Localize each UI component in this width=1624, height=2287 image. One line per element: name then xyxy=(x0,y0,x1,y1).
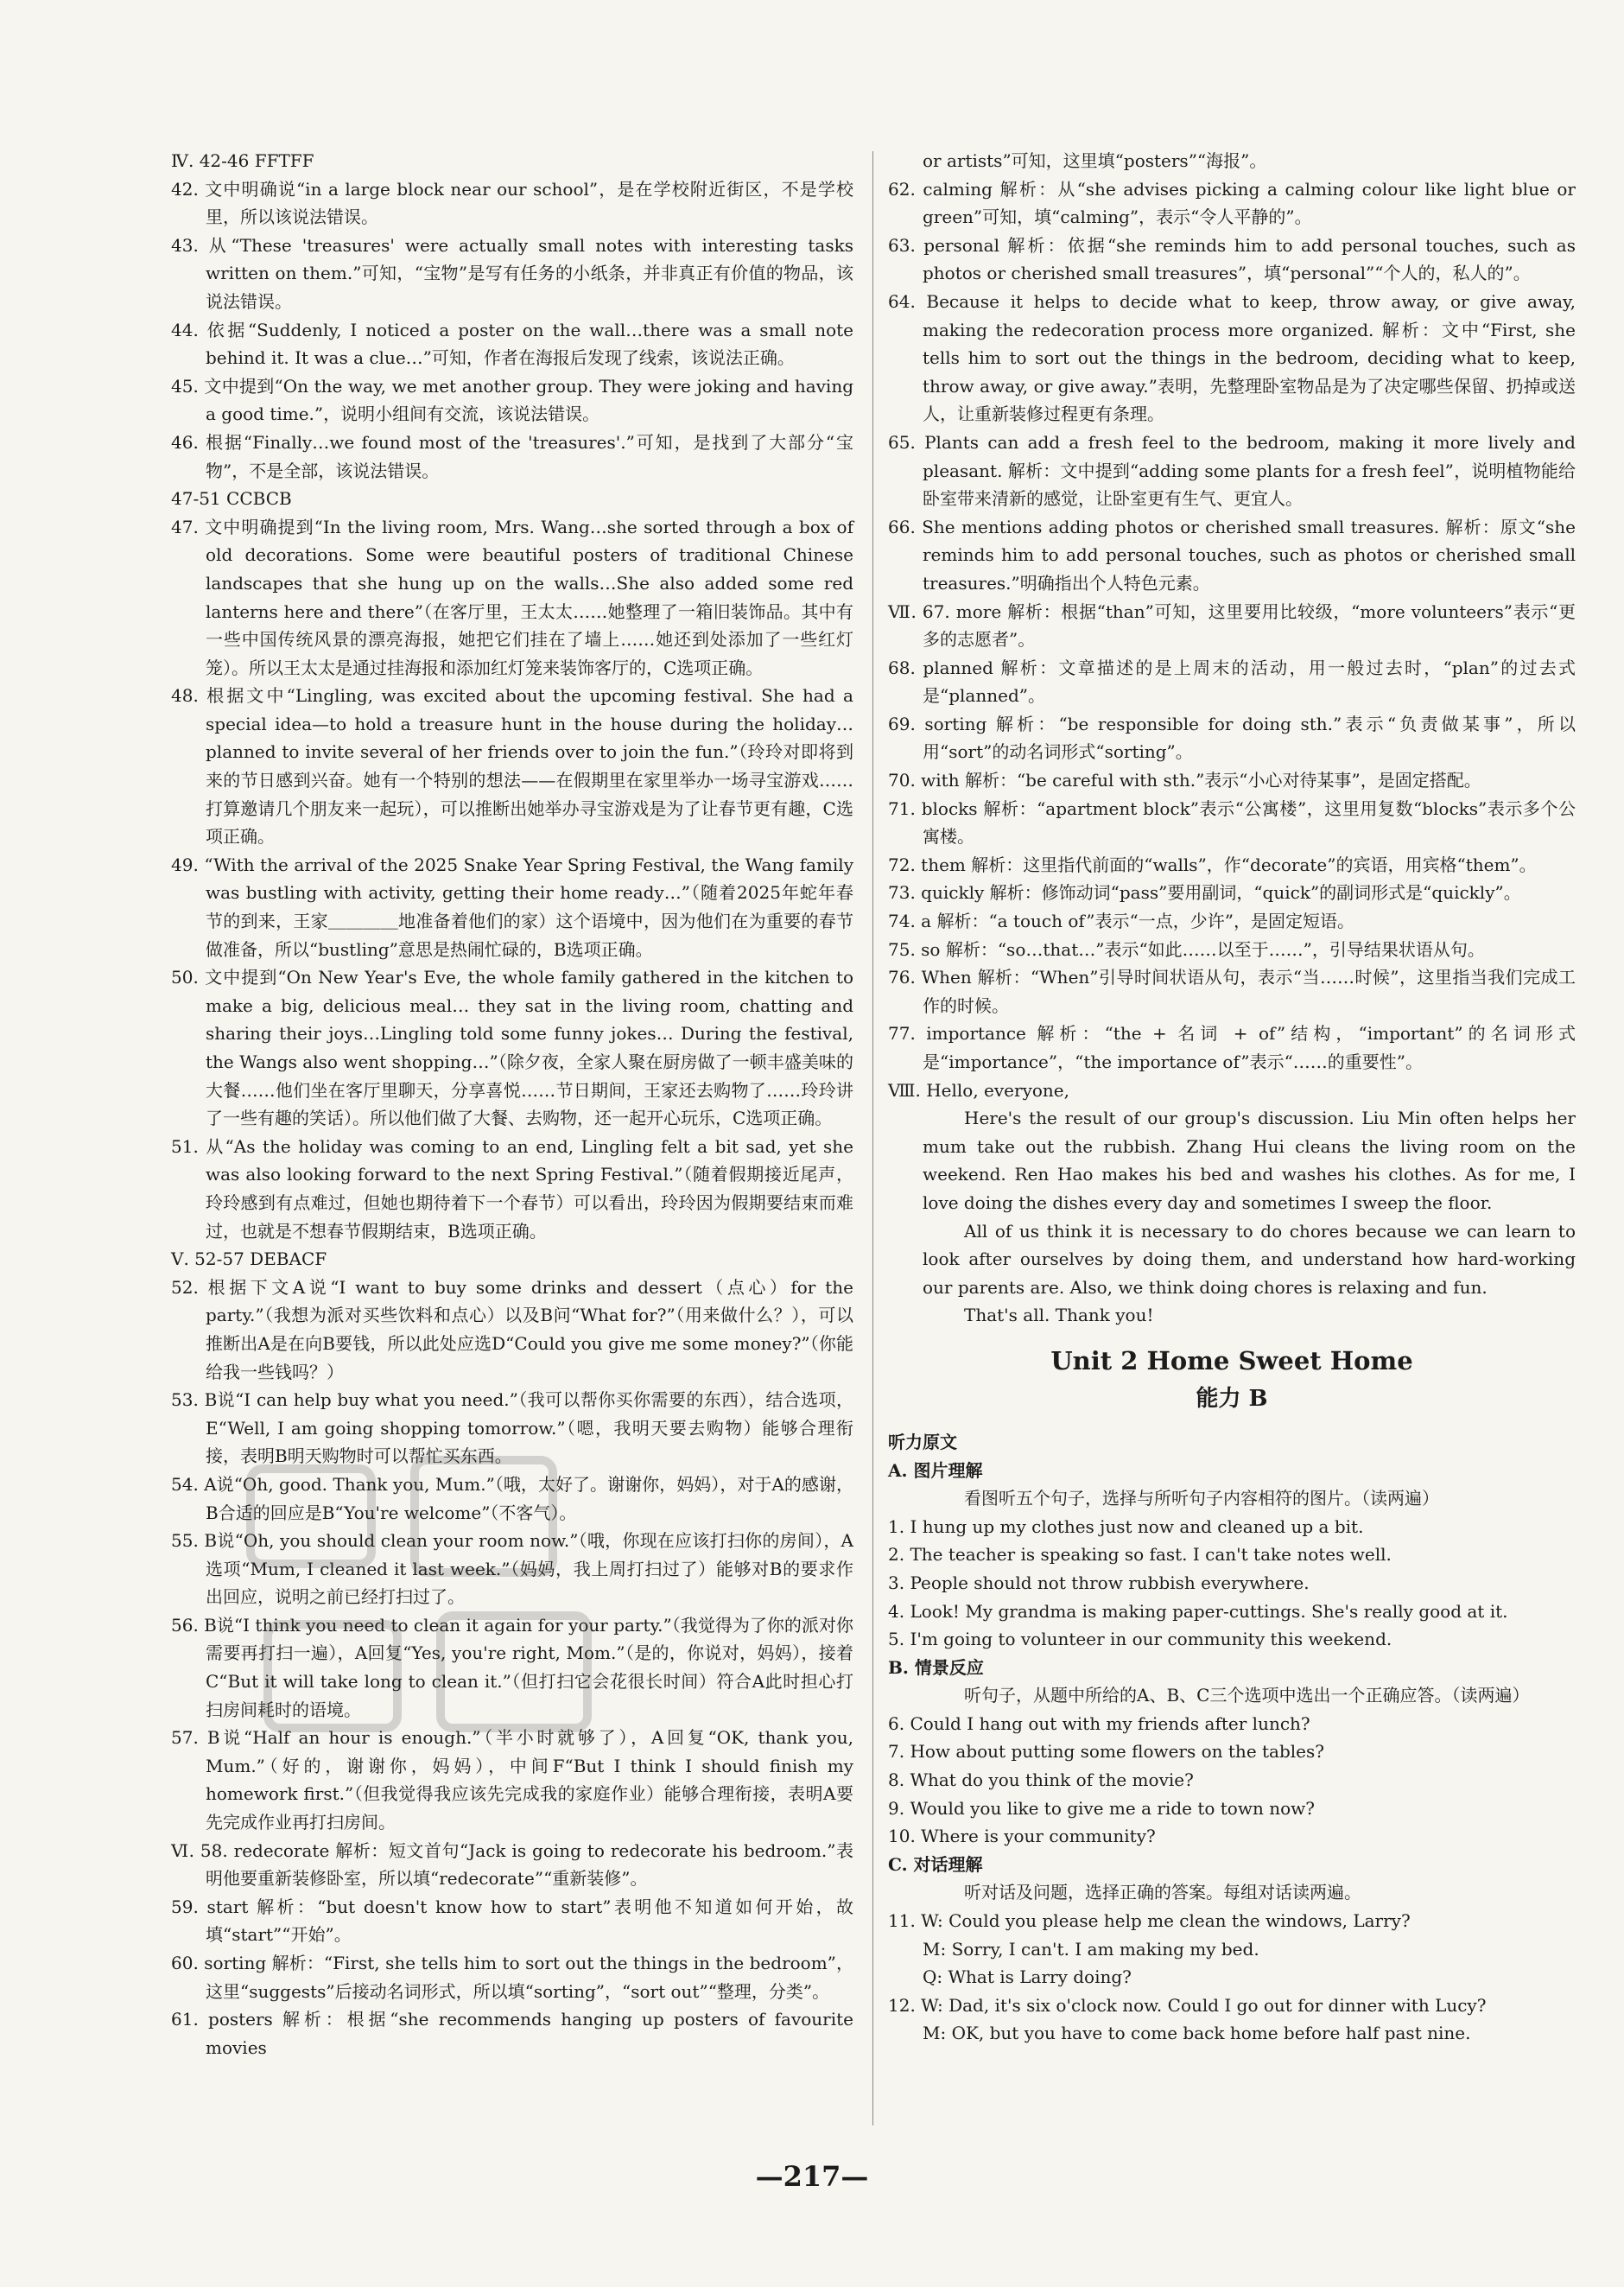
right-item-r73: 73. quickly 解析：修饰动词“pass”要用副词，“quick”的副词形式是“quickly”。 xyxy=(888,882,1521,904)
page-number: —217— xyxy=(755,2160,869,2193)
listening-item-l7: 7. How about putting some flowers on the tables? xyxy=(888,1741,1324,1763)
right-item-r71: 71. blocks 解析：“apartment block”表示“公寓楼”，这里用复数“blocks”表示多个公寓楼。 xyxy=(888,797,1576,848)
column-divider xyxy=(872,151,873,2125)
right-item-r76: 76. When 解析：“When”引导时间状语从句，表示“当……时候”，这里指当我们完成工作的时候。 xyxy=(888,967,1576,1016)
left-column xyxy=(171,147,853,2061)
listening-item-lB: B. 情景反应 xyxy=(888,1656,984,1678)
listening-item-l3: 3. People should not throw rubbish everywhere. xyxy=(888,1572,1310,1593)
listening-item-lA: A. 图片理解 xyxy=(888,1459,983,1481)
left-item-a48: 48. 根据文中“Lingling, was excited about the upcoming festival. She had a special idea—to hold a treasure hunt in the house during the holiday… planned to invite several of her friends over to join the fun.”（玲玲对即将到来的节日感到兴奋。她有一个特别的想法——在假期里在家里举办一场寻宝游戏……打算邀请几个朋友来一起玩），可以推断出她举办寻宝游戏是为了让春节更有趣，C选项正确。 xyxy=(171,685,853,848)
unit-title: Unit 2 Home Sweet Home xyxy=(1050,1345,1413,1375)
listening-item-l2: 2. The teacher is speaking so fast. I can't take notes well. xyxy=(888,1544,1392,1566)
right-item-r64: 64. Because it helps to decide what to keep, throw away, or give away, making the redecoration process more organized. 解析：文中“First, she tells him to sort out the things in the bedroom, deciding what to keep, throw away, or give away.”表明，先整理卧室物品是为了决定哪些保留、扔掉或送人，让重新装修过程更有条理。 xyxy=(888,290,1576,425)
right-item-r65: 65. Plants can add a fresh feel to the bedroom, making it more lively and pleasant. 解析：文中提到“adding some plants for a fresh feel”，说明植物能给卧室带来清新的感觉，让卧室更有生气、更宜人。 xyxy=(888,431,1576,510)
right-item-rw1: Here's the result of our group's discussion. Liu Min often helps her mum take out the rubbish. Zhang Hui cleans the living room on the weekend. Ren Hao makes his bed and washes his clothes. As for me, I love doing the dishes every day and sometimes I sweep the floor. xyxy=(923,1108,1576,1213)
left-item-a45: 45. 文中提到“On the way, we met another group. They were joking and having a good time.”，说明小组间有交流，该说法错误。 xyxy=(171,375,853,425)
listening-item-l11a: 11. W: Could you please help me clean the windows, Larry? xyxy=(888,1910,1411,1932)
left-item-a57: 57. B说“Half an hour is enough.”（半小时就够了），A回复“OK, thank you, Mum.”（好的，谢谢你，妈妈），中间F“But I think I should finish my homework first.”（但我觉得我应该先完成我的家庭作业）能够合理衔接，表明A要先完成作业再打扫房间。 xyxy=(171,1727,853,1833)
left-item-a42: 42. 文中明确说“in a large block near our school”，是在学校附近街区，不是学校里，所以该说法错误。 xyxy=(171,178,853,228)
left-item-a56: 56. B说“I think you need to clean it again for your party.”（我觉得为了你的派对你需要再打扫一遍），A回复“Yes, you're right, Mom.”（是的，你说对，妈妈），接着C“But it will take long to clean it.”（但打扫它会花很长时间）符合A此时担心打扫房间耗时的语境。 xyxy=(171,1614,853,1720)
listening-item-l11c: Q: What is Larry doing? xyxy=(923,1966,1132,1988)
listening-item-l11b: M: Sorry, I can't. I am making my bed. xyxy=(923,1938,1259,1960)
left-item-a46: 46. 根据“Finally…we found most of the 'treasures'.”可知，是找到了大部分“宝物”，不是全部，该说法错误。 xyxy=(171,431,853,481)
listening-item-l5: 5. I'm going to volunteer in our community this weekend. xyxy=(888,1629,1392,1650)
left-item-a55: 55. B说“Oh, you should clean your room now.”（哦，你现在应该打扫你的房间），A选项“Mum, I cleaned it last week.”（妈妈，我上周打扫过了）能够对B的要求作出回应，说明之前已经打扫过了。 xyxy=(171,1530,853,1608)
listening-item-l9: 9. Would you like to give me a ride to town now? xyxy=(888,1797,1315,1819)
left-item-a59: 59. start 解析：“but doesn't know how to start”表明他不知道如何开始，故填“start”“开始”。 xyxy=(171,1896,853,1946)
right-item-r8: Ⅷ. Hello, everyone, xyxy=(888,1079,1069,1101)
listening-item-l12b: M: OK, but you have to come back home before half past nine. xyxy=(923,2023,1471,2044)
right-column xyxy=(888,147,1576,2048)
listening-item-lC: C. 对话理解 xyxy=(888,1853,983,1875)
left-item-a49: 49. “With the arrival of the 2025 Snake Year Spring Festival, the Wang family was bustling with activity, getting their home ready…”（随着2025年蛇年春节的到来，王家＿＿＿＿地准备着他们的家）这个语境中，因为他们在为重要的春节做准备，所以“bustling”意思是热闹忙碌的，B选项正确。 xyxy=(171,854,853,960)
right-item-r68: 68. planned 解析：文章描述的是上周末的活动，用一般过去时，“plan”的过去式是“planned”。 xyxy=(888,657,1576,707)
right-item-r72: 72. them 解析：这里指代前面的“walls”，作“decorate”的宾语，用宾格“them”。 xyxy=(888,854,1537,875)
listening-item-l4: 4. Look! My grandma is making paper-cuttings. She's really good at it. xyxy=(888,1600,1508,1622)
watermark-stamp xyxy=(216,1434,648,1763)
listening-script xyxy=(888,1428,1576,2048)
listening-item-lCi: 听对话及问题，选择正确的答案。每组对话读两遍。 xyxy=(964,1882,1361,1903)
listening-item-l10: 10. Where is your community? xyxy=(888,1826,1156,1847)
right-answers xyxy=(888,147,1576,1330)
right-item-r75: 75. so 解析：“so…that…”表示“如此……以至于……”，引导结果状语从句。 xyxy=(888,938,1485,960)
left-item-s4: Ⅳ. 42-46 FFTFF xyxy=(171,150,314,171)
left-item-a58: Ⅵ. 58. redecorate 解析：短文首句“Jack is going to redecorate his bedroom.”表明他要重新装修卧室，所以填“redecorate”“重新装修”。 xyxy=(171,1839,853,1890)
unit-subtitle: 能力 B xyxy=(1196,1385,1268,1412)
listening-item-l12a: 12. W: Dad, it's six o'clock now. Could I go out for dinner with Lucy? xyxy=(888,1994,1487,2016)
right-item-r74: 74. a 解析：“a touch of”表示“一点，少许”，是固定短语。 xyxy=(888,911,1354,932)
right-item-r67: Ⅶ. 67. more 解析：根据“than”可知，这里要用比较级，“more volunteers”表示“更多的志愿者”。 xyxy=(888,600,1576,651)
right-item-r77: 77. importance 解析：“the + 名词 + of”结构，“important”的名词形式是“importance”，“the importance of”表示“……的重要性”。 xyxy=(888,1023,1576,1072)
left-item-a50: 50. 文中提到“On New Year's Eve, the whole family gathered in the kitchen to make a big, delicious meal… they sat in the living room, chatting and sharing their joys…Lingling told some funny jokes… During the festival, the Wangs also went shopping…”（除夕夜，全家人聚在厨房做了一顿丰盛美味的大餐……他们坐在客厅里聊天，分享喜悦……节日期间，王家还去购物了……玲玲讲了一些有趣的笑话）。所以他们做了大餐、去购物，还一起开心玩乐，C选项正确。 xyxy=(171,967,853,1129)
listening-item-l0: 听力原文 xyxy=(888,1431,957,1452)
left-item-s5: Ⅴ. 52-57 DEBACF xyxy=(171,1248,327,1270)
left-item-a54: 54. A说“Oh, good. Thank you, Mum.”（哦，太好了。谢谢你，妈妈），对于A的感谢，B合适的回应是B“You're welcome”（不客气）。 xyxy=(171,1473,853,1523)
right-item-r63: 63. personal 解析：依据“she reminds him to add personal touches, such as photos or cherished small treasures”，填“personal”“个人的，私人的”。 xyxy=(888,234,1576,284)
left-item-a44: 44. 依据“Suddenly, I noticed a poster on the wall…there was a small note behind it. It was a clue…”可知，作者在海报后发现了线索，该说法正确。 xyxy=(171,319,853,369)
right-item-r66: 66. She mentions adding photos or cherished small treasures. 解析：原文“she reminds him to add personal touches, such as photos or cherished small treasures.”明确指出个人特色元素。 xyxy=(888,516,1576,594)
right-item-r70: 70. with 解析：“be careful with sth.”表示“小心对待某事”，是固定搭配。 xyxy=(888,770,1481,791)
left-item-a60: 60. sorting 解析：“First, she tells him to sort out the things in the bedroom”，这里“suggests”后接动名词形式，所以填“sorting”，“sort out”“整理，分类”。 xyxy=(171,1953,853,2002)
right-item-rw3: That's all. Thank you! xyxy=(964,1305,1154,1326)
listening-item-lAi: 看图听五个句子，选择与所听句子内容相符的图片。（读两遍） xyxy=(964,1488,1439,1509)
right-item-r61: or artists”可知，这里填“posters”“海报”。 xyxy=(923,150,1267,171)
left-item-a61: 61. posters 解析：根据“she recommends hanging up posters of favourite movies xyxy=(171,2009,853,2058)
listening-item-l1: 1. I hung up my clothes just now and cleaned up a bit. xyxy=(888,1515,1364,1537)
listening-item-lBi: 听句子，从题中所给的A、B、C三个选项中选出一个正确应答。（读两遍） xyxy=(964,1685,1530,1706)
left-item-a43: 43. 从“These 'treasures' were actually small notes with interesting tasks written on them.”可知，“宝物”是写有任务的小纸条，并非真正有价值的物品，该说法错误。 xyxy=(171,234,853,312)
left-item-a52: 52. 根据下文A说“I want to buy some drinks and dessert（点心）for the party.”（我想为派对买些饮料和点心）以及B问“What for?”（用来做什么？），可以推断出A是在向B要钱，所以此处应选D“Could you give me some money?”（你能给我一些钱吗？） xyxy=(171,1276,853,1382)
left-item-a47: 47. 文中明确提到“In the living room, Mrs. Wang…she sorted through a box of old decorations. Some were beautiful posters of traditional Chinese landscapes that she hung up on the walls…She also added some red lanterns here and there”（在客厅里，王太太……她整理了一箱旧装饰品。其中有一些中国传统风景的漂亮海报，她把它们挂在了墙上……她还到处添加了一些红灯笼）。所以王太太是通过挂海报和添加红灯笼来装饰客厅的，C选项正确。 xyxy=(171,516,853,678)
right-item-r62: 62. calming 解析：从“she advises picking a calming colour like light blue or green”可知，填“calming”，表示“令人平静的”。 xyxy=(888,178,1576,228)
left-item-s47: 47-51 CCBCB xyxy=(171,488,292,510)
listening-item-l6: 6. Could I hang out with my friends after lunch? xyxy=(888,1712,1310,1734)
listening-item-l8: 8. What do you think of the movie? xyxy=(888,1769,1194,1791)
left-item-a53: 53. B说“I can help buy what you need.”（我可以帮你买你需要的东西），结合选项，E“Well, I am going shopping tomorrow.”（嗯，我明天要去购物）能够合理衔接，表明B明天购物时可以帮忙买东西。 xyxy=(171,1389,853,1467)
right-item-rw2: All of us think it is necessary to do chores because we can learn to look after ourselves by doing them, and understand how hard-working our parents are. Also, we think doing chores is relaxing and fun. xyxy=(923,1220,1576,1298)
right-item-r69: 69. sorting 解析：“be responsible for doing sth.”表示“负责做某事”，所以用“sort”的动名词形式“sorting”。 xyxy=(888,713,1576,763)
left-item-a51: 51. 从“As the holiday was coming to an end, Lingling felt a bit sad, yet she was also looking forward to the next Spring Festival.”（随着假期接近尾声，玲玲感到有点难过，但她也期待着下一个春节）可以看出，玲玲因为假期要结束而难过，也就是不想春节假期结束，B选项正确。 xyxy=(171,1135,853,1242)
